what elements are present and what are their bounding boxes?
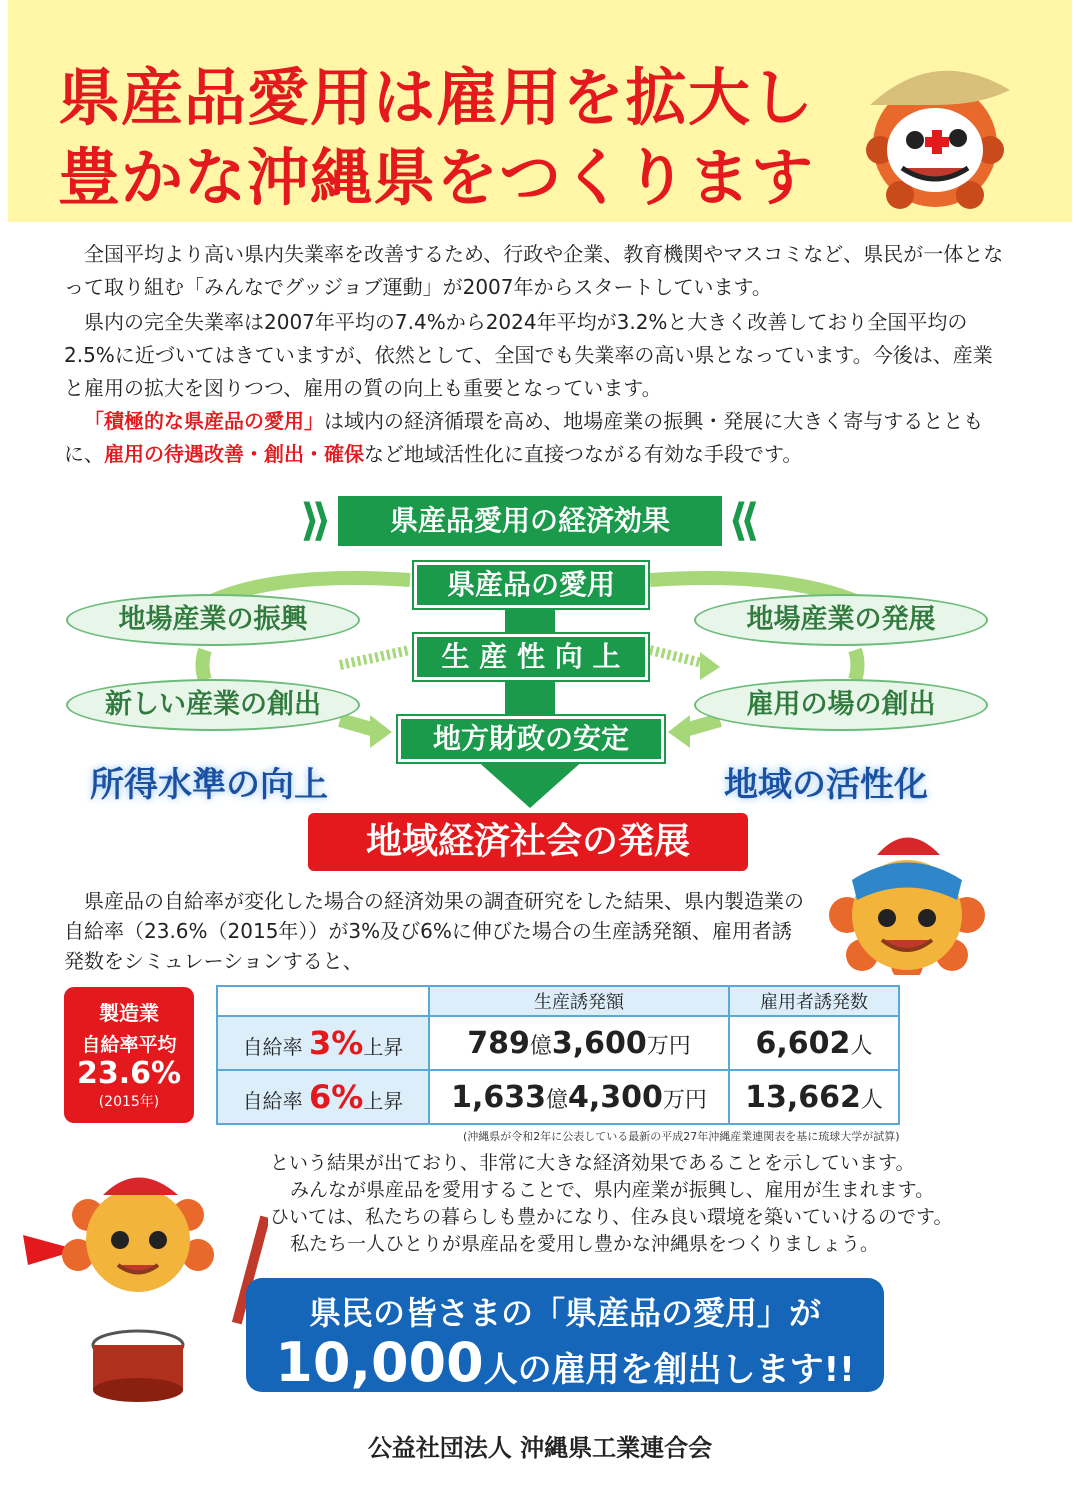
shisa-drummer-mascot-icon [18, 1155, 268, 1405]
table-row [217, 1070, 899, 1124]
sidebox-label-2: 自給率平均 [81, 1034, 177, 1056]
table-source-note: (沖縄県が令和2年に公表している最新の平成27年沖縄産業連関表を基に琉球大学が試算) [463, 1130, 900, 1143]
study-text: 県産品の自給率が変化した場合の経済効果の調査研究をした結果、県内製造業の自給率（23.6%（2015年））が3%及び6%に伸びた場合の生産誘発額、雇用者誘発数をシミュレーションすると、 [64, 889, 804, 973]
intro-text-1: 全国平均より高い県内失業率を改善するため、行政や企業、教育機関やマスコミなど、県民が一体となって取り組む「みんなでグッジョブ運動」が2007年からスタートしています。 [64, 242, 1004, 299]
center-local-product-use: 県産品の愛用 [414, 562, 648, 608]
intro-text-3a: は域内の経済循環を高め、地場産業の振興・発展に大きく寄与するとともに、 [64, 409, 984, 466]
local-industry-development: 地場産業の発展 [694, 594, 988, 646]
sidebox-year: (2015年) [98, 1094, 160, 1110]
footer-organization: 公益社団法人 沖縄県工業連合会 [367, 1434, 713, 1462]
shisa-mascot-icon [840, 50, 1030, 210]
page-title [58, 58, 814, 218]
cell-production-3pct: 789億3,600万円 [429, 1016, 729, 1070]
banner-big-number: 10,000 [275, 1331, 484, 1394]
conclusion-line-3: ひいては、私たちの暮らしも豊かになり、住み良い環境を築いていけるのです。 [270, 1206, 953, 1228]
band-title: 県産品愛用の経済効果 [389, 504, 670, 537]
intro-paragraph-3 [64, 405, 1004, 471]
intro-text-2: 県内の完全失業率は2007年平均の7.4%から2024年平均が3.2%と大きく改善しており全国平均の2.5%に近づいてはきていますが、依然として、全国でも失業率の高い県となっています。今後は、産業と雇用の拡大を図りつつ、雇用の質の向上も重要となっています。 [64, 310, 993, 400]
banner-line-1: 県民の皆さまの「県産品の愛用」が [308, 1294, 821, 1332]
new-industry-creation: 新しい産業の創出 [66, 679, 360, 731]
manufacturing-self-sufficiency-box [64, 987, 194, 1123]
row-label-3pct: 自給率 3%上昇 [217, 1016, 429, 1070]
chevron-right-icon: ⟫ [300, 495, 332, 546]
table-row [217, 1016, 899, 1070]
sidebox-label-1: 製造業 [99, 1001, 159, 1025]
intro-paragraph-1 [64, 238, 1004, 304]
title-line-2: 豊かな沖縄県をつくります [58, 141, 815, 214]
highlight-employment: 雇用の待遇改善・創出・確保 [104, 442, 364, 466]
highlight-active-use: 「積極的な県産品の愛用」 [84, 409, 324, 433]
conclusion-line-1: という結果が出ており、非常に大きな経済効果であることを示しています。 [270, 1152, 915, 1174]
conclusion-line-2: みんなが県産品を愛用することで、県内産業が振興し、雇用が生まれます。 [290, 1179, 935, 1201]
table-header-employees: 雇用者誘発数 [729, 986, 899, 1016]
row-label-6pct: 自給率 6%上昇 [217, 1070, 429, 1124]
shisa-headband-mascot-icon [822, 820, 992, 975]
table-header-production: 生産誘発額 [429, 986, 729, 1016]
center-productivity: 生 産 性 向 上 [414, 634, 648, 680]
income-level-up: 所得水準の向上 [90, 765, 328, 805]
intro-paragraph-2 [64, 306, 1004, 405]
result-regional-development: 地域経済社会の発展 [308, 813, 748, 871]
cell-production-6pct: 1,633億4,300万円 [429, 1070, 729, 1124]
cell-employees-3pct: 6,602人 [729, 1016, 899, 1070]
sidebox-rate: 23.6% [76, 1056, 182, 1091]
conclusion-paragraph [270, 1150, 1010, 1258]
chevron-left-icon: ⟪ [728, 495, 760, 546]
employment-creation: 雇用の場の創出 [694, 679, 988, 731]
conclusion-line-4: 私たち一人ひとりが県産品を愛用し豊かな沖縄県をつくりましょう。 [290, 1233, 880, 1255]
study-paragraph [64, 886, 804, 976]
table-header-empty [217, 986, 429, 1016]
economic-effect-band [300, 496, 760, 546]
banner-line-2: 人の雇用を創出します!! [483, 1350, 855, 1390]
local-industry-promotion: 地場産業の振興 [66, 594, 360, 646]
job-creation-banner [246, 1278, 884, 1392]
center-fiscal-stability: 地方財政の安定 [398, 716, 664, 762]
regional-revitalization: 地域の活性化 [724, 765, 928, 805]
simulation-table [216, 985, 900, 1125]
table-header-row [217, 986, 899, 1016]
cell-employees-6pct: 13,662人 [729, 1070, 899, 1124]
intro-text-3b: など地域活性化に直接つながる有効な手段です。 [364, 442, 803, 466]
title-line-1: 県産品愛用は雇用を拡大し [58, 61, 815, 134]
